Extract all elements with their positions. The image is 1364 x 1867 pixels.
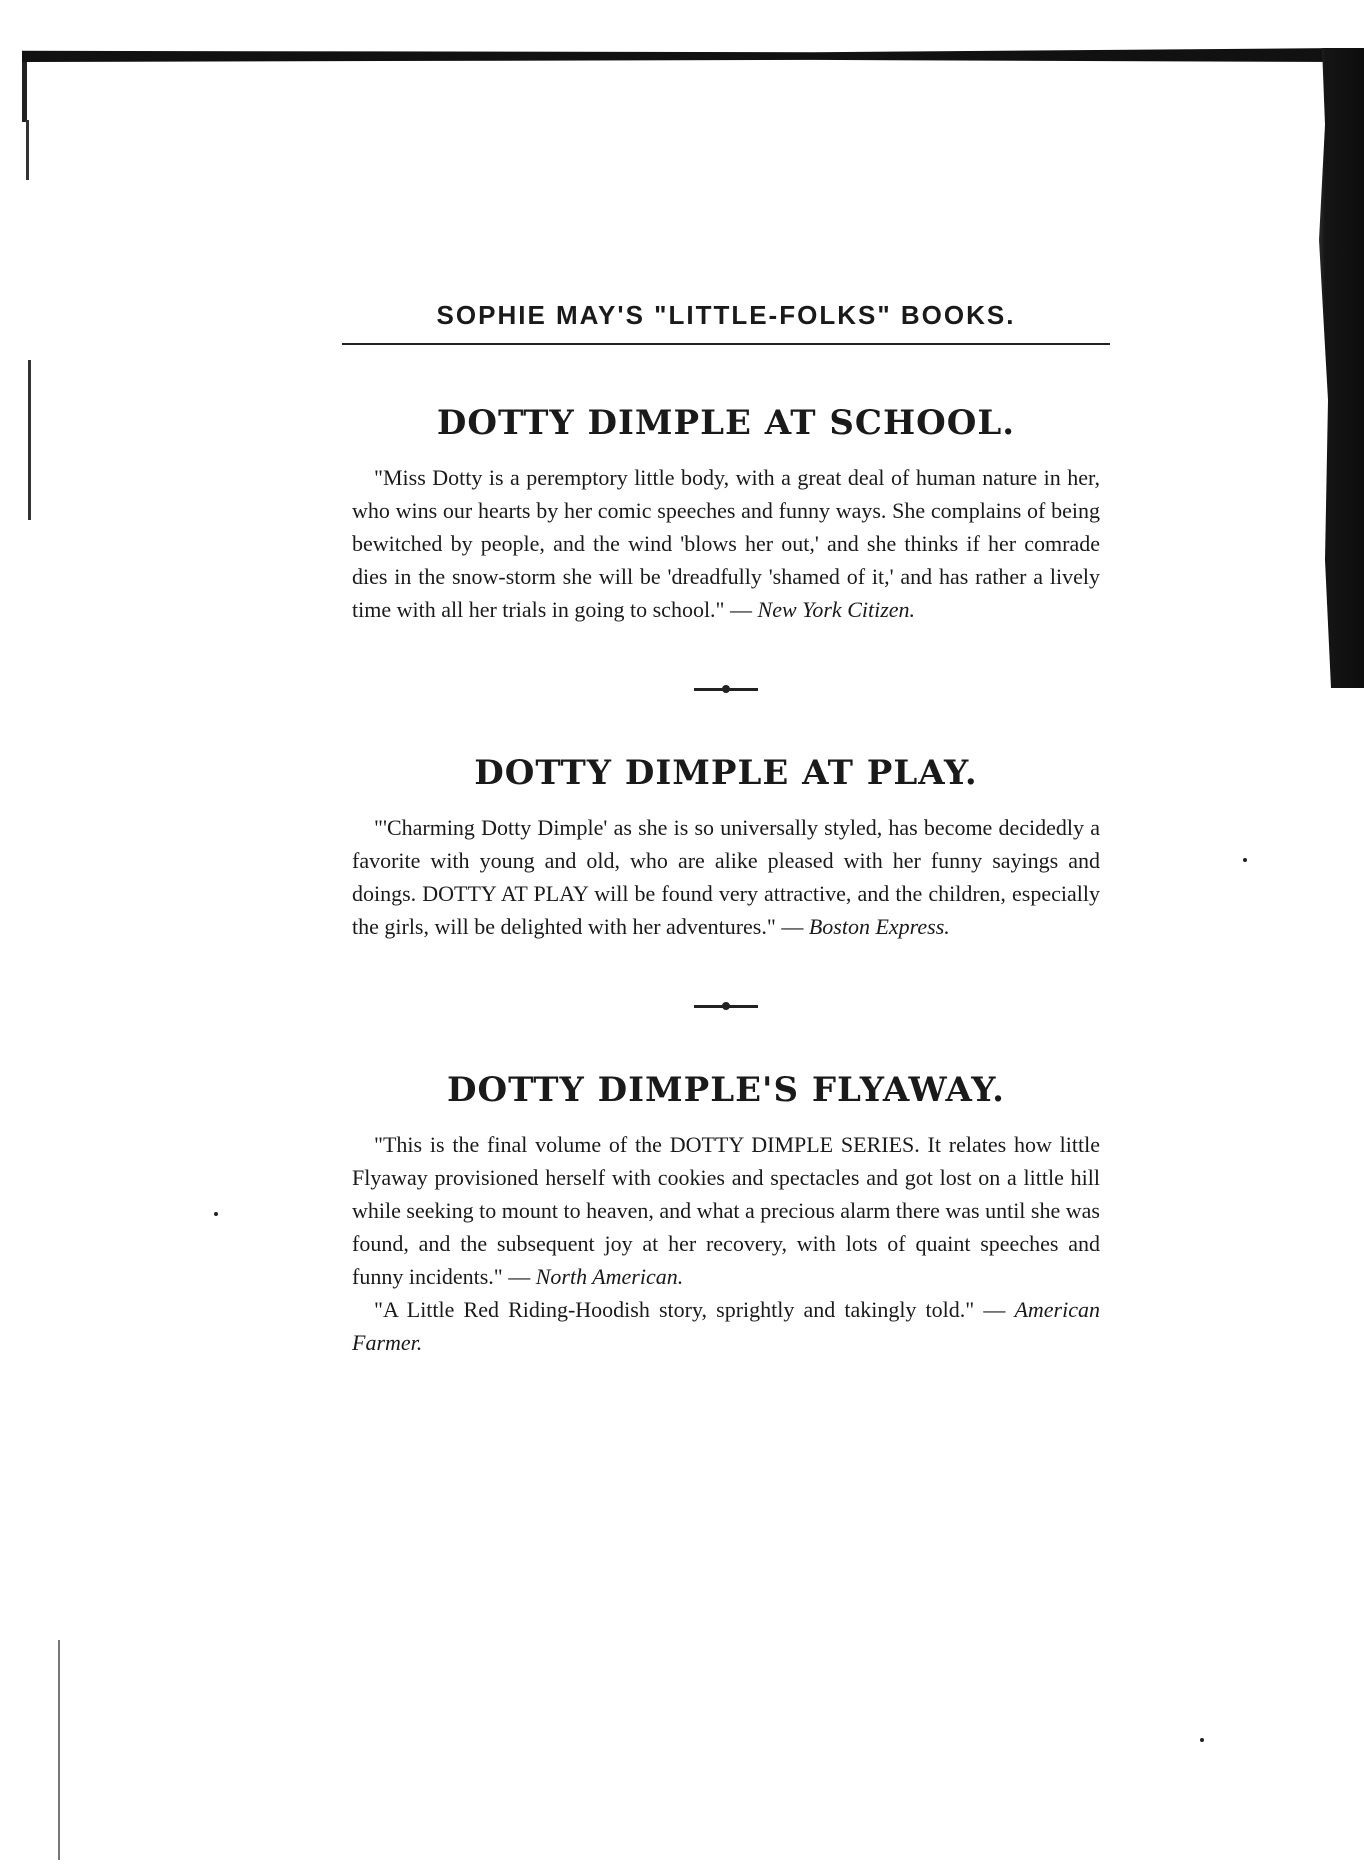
scan-mark (58, 1640, 60, 1860)
review-source: Boston Express. (808, 914, 950, 939)
scan-speck (1200, 1738, 1204, 1742)
review-quote: "A Little Red Riding-Hoodish story, sprightly and takingly told." — (374, 1297, 1006, 1322)
scan-mark (28, 360, 31, 520)
scan-speck (214, 1212, 218, 1216)
book-advertisement-page (352, 300, 1100, 1359)
running-head: SOPHIE MAY'S "LITTLE-FOLKS" BOOKS. (436, 300, 1016, 330)
review-source: North American. (535, 1264, 684, 1289)
review-quote: "'Charming Dotty Dimple' as she is so universally styled, has become decidedly a favorite with young and old, who are alike pleased with her funny sayings and doings. DOTTY AT PLAY will be found very attractive, and the children, especially the girls, will be delighted with her adventures." — (352, 815, 1100, 939)
review-text (352, 1128, 1100, 1359)
review-paragraph (352, 461, 1100, 626)
review-text (352, 461, 1100, 626)
book-entry-dotty-dimple-at-school (352, 403, 1100, 626)
section-divider (694, 688, 758, 691)
review-paragraph (352, 1293, 1100, 1359)
scan-border-top (22, 48, 1342, 62)
review-quote: "This is the final volume of the DOTTY DIMPLE SERIES. It relates how little Flyaway provisioned herself with cookies and spectacles and got lost on a little hill while seeking to mount to heaven, and what a precious alarm there was until she was found, and the subsequent joy at her recovery, with lots of quaint speeches and funny incidents." — (352, 1132, 1100, 1289)
review-source: American Farmer. (352, 1297, 1100, 1355)
scan-mark (26, 120, 29, 180)
book-title: DOTTY DIMPLE AT PLAY. (474, 753, 978, 793)
book-title: DOTTY DIMPLE'S FLYAWAY. (447, 1070, 1005, 1110)
review-text (352, 811, 1100, 943)
book-title: DOTTY DIMPLE AT SCHOOL. (436, 403, 1016, 443)
header-rule (342, 343, 1110, 345)
book-entry-dotty-dimples-flyaway (352, 1070, 1100, 1359)
scan-speck (1243, 858, 1247, 862)
review-paragraph (352, 1128, 1100, 1293)
scan-border-left (22, 62, 27, 122)
scan-border-right (1304, 48, 1364, 688)
review-paragraph (352, 811, 1100, 943)
section-divider (694, 1005, 758, 1008)
review-source: New York Citizen. (757, 597, 916, 622)
book-entry-dotty-dimple-at-play (352, 753, 1100, 943)
review-quote: "Miss Dotty is a peremptory little body, with a great deal of human nature in her, who wins our hearts by her comic speeches and funny ways. She complains of being bewitched by people, and the wind 'blows her out,' and she thinks if her comrade dies in the snow-storm she will be 'dreadfully 'shamed of it,' and has rather a lively time with all her trials in going to school." — (352, 465, 1100, 622)
